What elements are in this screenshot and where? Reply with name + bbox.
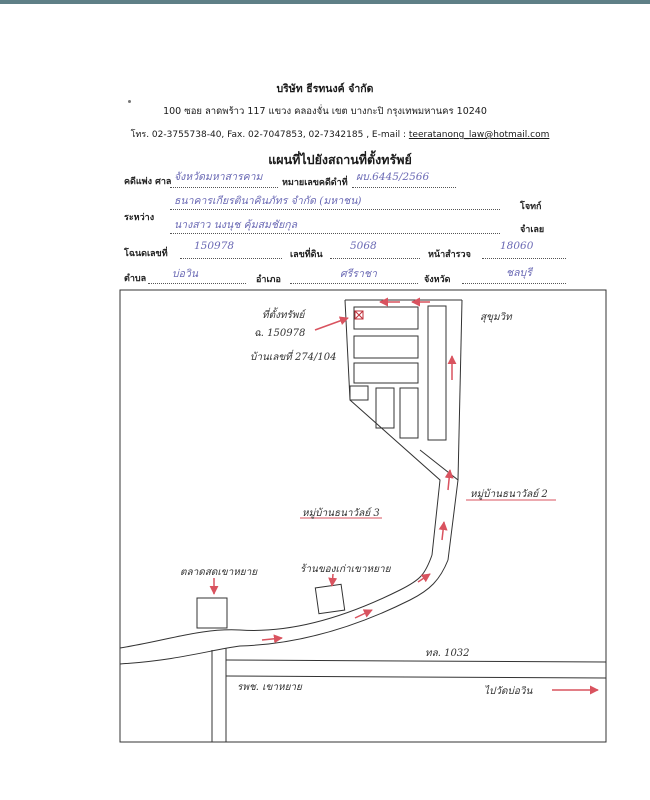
survey-value: 18060 xyxy=(500,240,534,252)
defendant-label: จำเลย xyxy=(520,225,545,235)
email-text: teeratanong_law@hotmail.com xyxy=(408,130,550,140)
land-no-value: 5068 xyxy=(350,240,377,252)
block-1 xyxy=(354,307,418,329)
company-name: บริษัท ธีรทนงค์ จำกัด xyxy=(276,83,374,95)
land-no-label: เลขที่ดิน xyxy=(290,250,323,260)
shop-label: ร้านของเก่าเขาหยาย xyxy=(300,564,391,575)
plaintiff-label: โจทก์ xyxy=(520,202,542,212)
block-5 xyxy=(376,388,394,428)
route-arrow-5 xyxy=(448,470,450,490)
black-case-label: หมายเลขคดีดำที่ xyxy=(282,178,348,188)
highway-1032-lower xyxy=(226,676,606,678)
property-cross xyxy=(355,311,363,319)
route-arrow-4 xyxy=(442,522,444,540)
property-label: ที่ตั้งทรัพย์ xyxy=(262,310,305,321)
black-case-value: ผบ.6445/2566 xyxy=(356,171,430,183)
subdistrict-value: บ่อวิน xyxy=(172,268,199,280)
plaintiff-value: ธนาคารเกียรตินาคินภัทร จำกัด (มหาชน) xyxy=(174,195,362,207)
province-value: ชลบุรี xyxy=(506,267,532,279)
highway-1032-upper xyxy=(226,660,606,662)
shop-pointer xyxy=(332,574,333,586)
house-number-label: บ้านเลขที่ 274/104 xyxy=(250,352,337,363)
block-4 xyxy=(350,386,368,400)
sukhumvit-label: สุขุมวิท xyxy=(480,312,512,323)
subdistrict-label: ตำบล xyxy=(124,274,147,284)
route-arrow-2 xyxy=(355,610,372,618)
block-6 xyxy=(400,388,418,438)
block-7 xyxy=(428,306,446,440)
company-address: 100 ซอย ลาดพร้าว 117 แขวง คลองจั่น เขต บางกะปิ กรุงเทพมหานคร 10240 xyxy=(163,106,487,117)
district-value: ศรีราชา xyxy=(340,268,377,280)
shop-box xyxy=(315,584,344,613)
defendant-value: นางสาว นงนุช คุ้มสมชัยกุล xyxy=(174,219,298,231)
block-3 xyxy=(354,363,418,383)
approach-road-lower-edge xyxy=(120,560,448,664)
village-1-label: หมู่บ้านธนาวัลย์ 2 xyxy=(470,489,548,500)
case-court-label: คดีแพ่ง ศาล xyxy=(124,177,172,187)
market-label: ตลาดสดเขาหยาย xyxy=(180,567,258,578)
deed-value: 150978 xyxy=(194,240,235,252)
village-2-label: หมู่บ้านธนาวัลย์ 3 xyxy=(302,508,380,519)
village-road-right xyxy=(420,450,458,560)
route-arrow-1 xyxy=(262,638,282,640)
deed-label: โฉนดเลขที่ xyxy=(124,249,168,259)
province-label: จังหวัด xyxy=(424,275,451,285)
block-2 xyxy=(354,336,418,358)
village-road-east xyxy=(458,300,462,480)
hospital-label: รพช. เขาหยาย xyxy=(237,682,302,693)
phone-fax-text: โทร. 02-3755738-40, Fax. 02-7047853, 02-7342185 , E-mail : xyxy=(130,130,409,140)
highway-1032-label: ทล. 1032 xyxy=(425,648,470,659)
district-label: อำเภอ xyxy=(256,275,281,285)
between-label: ระหว่าง xyxy=(124,213,155,223)
temple-direction-label: ไปวัดบ่อวิน xyxy=(484,686,533,697)
case-court-value: จังหวัดมหาสารคาม xyxy=(174,171,263,183)
deed-ref-label: ฉ. 150978 xyxy=(254,328,306,339)
document-title: แผนที่ไปยังสถานที่ตั้งทรัพย์ xyxy=(268,152,412,167)
survey-label: หน้าสำรวจ xyxy=(428,250,471,260)
market-box xyxy=(197,598,227,628)
property-pointer xyxy=(315,318,348,330)
